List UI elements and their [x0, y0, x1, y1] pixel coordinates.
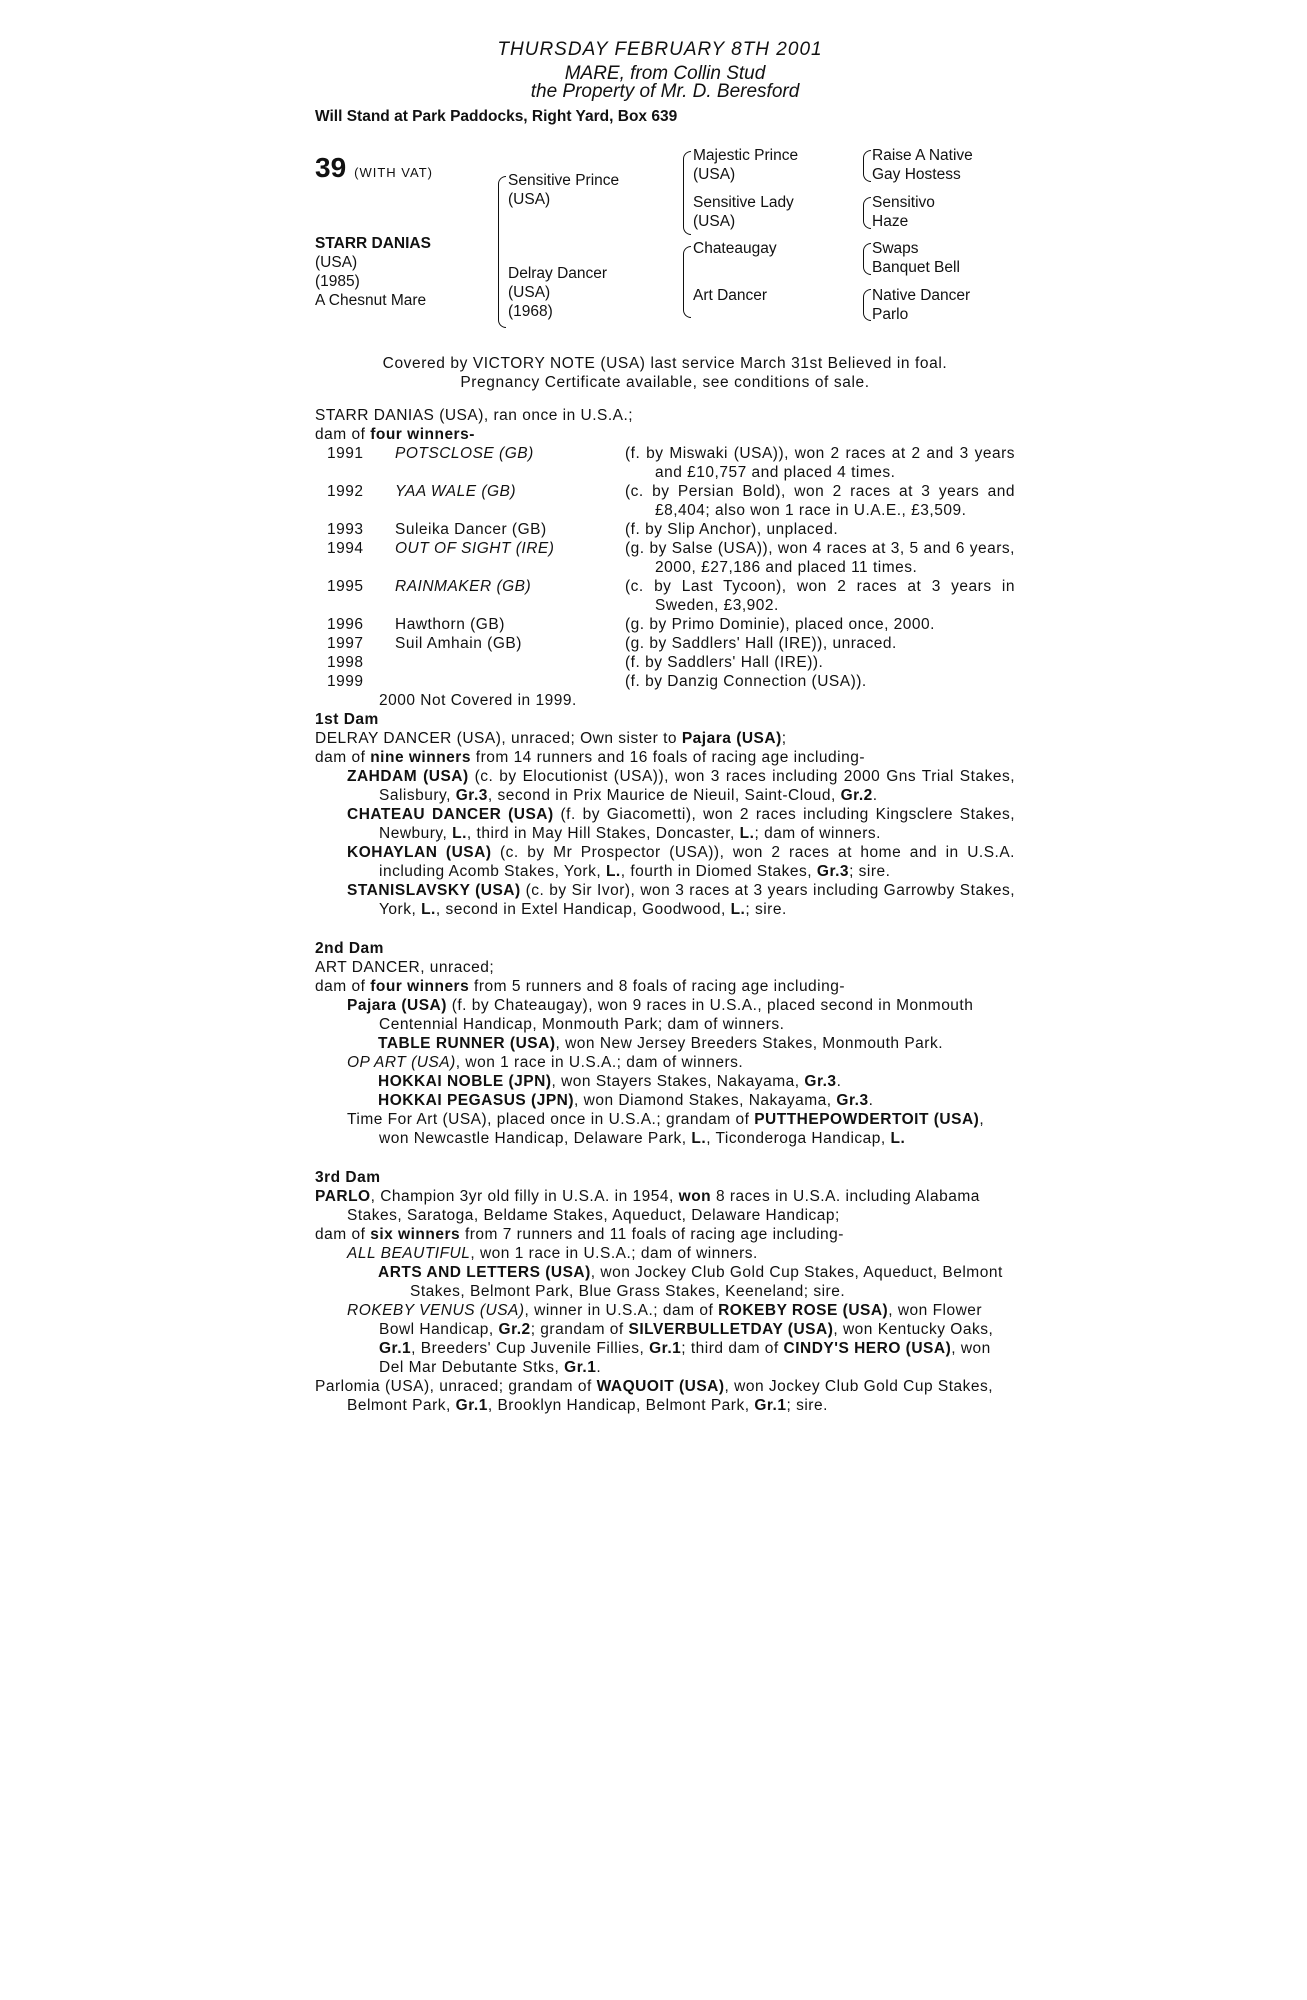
ddd-name: Parlo: [872, 306, 909, 323]
mare-heading: [315, 65, 1015, 101]
race-record: STARR DANIAS (USA), ran once in U.S.A.;: [315, 407, 634, 424]
progeny-detail: (c. by Last Tycoon), won 2 races at 3 years in Sweden, £3,902.: [625, 578, 1015, 614]
entry-pajara: Pajara (USA) (f. by Chateaugay), won 9 races in U.S.A., placed second in Monmouth Centennial Handicap, Monmouth Park; dam of winners.: [347, 997, 974, 1033]
first-dam-line: DELRAY DANCER (USA), unraced; Own sister to Pajara (USA);: [315, 730, 787, 747]
catalogue-page: [315, 40, 1015, 1415]
mare-owner: the Property of Mr. D. Beresford: [530, 81, 800, 102]
dam-country: (USA): [508, 284, 551, 301]
ds-name: Chateaugay: [693, 240, 777, 257]
progeny-table: [315, 444, 1015, 691]
first-dam-heading: 1st Dam: [315, 711, 379, 728]
progeny-year: 1993: [327, 521, 364, 538]
stand-location: Will Stand at Park Paddocks, Right Yard, Box 639: [315, 108, 678, 125]
dds-name: Native Dancer: [872, 287, 971, 304]
pregnancy-line: Pregnancy Certificate available, see conditions of sale.: [460, 374, 870, 391]
progeny-name: YAA WALE (GB): [395, 483, 517, 500]
ss-country: (USA): [693, 166, 736, 183]
progeny-name: [395, 672, 625, 691]
dd-name: Art Dancer: [693, 287, 768, 304]
sdd-name: Haze: [872, 213, 909, 230]
horse-info: [315, 234, 431, 310]
progeny-detail: (c. by Persian Bold), won 2 races at 3 years and £8,404; also won 1 race in U.A.E., £3,509.: [625, 483, 1015, 519]
progeny-detail: (g. by Saddlers' Hall (IRE)), unraced.: [625, 635, 897, 652]
sd-parents: [872, 193, 935, 231]
second-dam-section: [315, 939, 1015, 1148]
progeny-name: Suleika Dancer (GB): [395, 521, 547, 538]
produce-record: [315, 406, 1015, 710]
progeny-detail: (f. by Slip Anchor), unplaced.: [625, 521, 839, 538]
dsd-name: Banquet Bell: [872, 259, 960, 276]
progeny-year: 1991: [327, 445, 364, 462]
ds-parents: [872, 239, 960, 277]
horse-country: (USA): [315, 254, 358, 271]
progeny-detail: (f. by Miswaki (USA)), won 2 races at 2 and 3 years and £10,757 and placed 4 times.: [625, 445, 1015, 481]
brace-gen1: [498, 176, 506, 328]
ssd-name: Gay Hostess: [872, 166, 961, 183]
sds-name: Sensitivo: [872, 194, 935, 211]
progeny-year: 1995: [327, 578, 364, 595]
horse-name: STARR DANIAS: [315, 235, 431, 252]
sire-sire: [693, 146, 798, 184]
sire-name: Sensitive Prince: [508, 172, 620, 189]
ss-parents: [872, 146, 973, 184]
sire-country: (USA): [508, 191, 551, 208]
entry-op-art: OP ART (USA), won 1 race in U.S.A.; dam of winners.: [347, 1054, 744, 1071]
ss-name: Majestic Prince: [693, 147, 799, 164]
covering-gap-note: 2000 Not Covered in 1999.: [379, 692, 577, 709]
mare-source: MARE, from Collin Stud: [564, 63, 766, 84]
dam-sire: [693, 239, 777, 258]
second-dam-heading: 2nd Dam: [315, 940, 384, 957]
brace-dd: [863, 289, 871, 321]
dam-year: (1968): [508, 303, 553, 320]
vat-note: (WITH VAT): [354, 165, 433, 180]
lot-number-block: [315, 152, 433, 183]
progeny-detail: (f. by Saddlers' Hall (IRE)).: [625, 654, 824, 671]
third-dam-heading: 3rd Dam: [315, 1169, 381, 1186]
first-dam-entry: KOHAYLAN (USA) (c. by Mr Prospector (USA)), won 2 races at home and in U.S.A. including Acomb Stakes, York, L., fourth in Diomed Stakes, Gr.3; sire.: [347, 844, 1015, 880]
second-dam-line: ART DANCER, unraced;: [315, 959, 495, 976]
horse-year: (1985): [315, 273, 360, 290]
progeny-name: Hawthorn (GB): [395, 616, 505, 633]
sire: [508, 171, 619, 209]
sss-name: Raise A Native: [872, 147, 973, 164]
entry-arts-and-letters: ARTS AND LETTERS (USA), won Jockey Club Gold Cup Stakes, Aqueduct, Belmont Stakes, Belmont Park, Blue Grass Stakes, Keeneland; sire.: [378, 1264, 1003, 1300]
entry-time-for-art: Time For Art (USA), placed once in U.S.A.; grandam of PUTTHEPOWDERTOIT (USA), won Newcastle Handicap, Delaware Park, L., Ticonderoga Handicap, L.: [347, 1111, 985, 1147]
sd-name: Sensitive Lady: [693, 194, 794, 211]
progeny-name: RAINMAKER (GB): [395, 578, 532, 595]
progeny-detail: (g. by Salse (USA)), won 4 races at 3, 5 and 6 years, 2000, £27,186 and placed 11 times.: [625, 540, 1015, 576]
progeny-year: 1992: [327, 483, 364, 500]
covered-line: Covered by VICTORY NOTE (USA) last service March 31st Believed in foal.: [382, 355, 948, 372]
winners-line: dam of four winners-: [315, 426, 475, 443]
first-dam-entry: CHATEAU DANCER (USA) (f. by Giacometti), won 2 races including Kingsclere Stakes, Newbury, L., third in May Hill Stakes, Doncaster, L.; dam of winners.: [347, 806, 1015, 842]
first-dam-entry: ZAHDAM (USA) (c. by Elocutionist (USA)), won 3 races including 2000 Gns Trial Stakes, Salisbury, Gr.3, second in Prix Maurice de Nieuil, Saint-Cloud, Gr.2.: [347, 768, 1015, 804]
third-dam-winners: dam of six winners from 7 runners and 11 foals of racing age including-: [315, 1226, 844, 1243]
first-dam-entry: STANISLAVSKY (USA) (c. by Sir Ivor), won 3 races at 3 years including Garrowby Stakes, York, L., second in Extel Handicap, Goodwood, L.; sire.: [347, 882, 1016, 918]
brace-sd: [863, 197, 871, 229]
pedigree-table: [315, 146, 1015, 336]
progeny-name: [395, 653, 625, 672]
brace-ds: [863, 243, 871, 275]
sire-dam: [693, 193, 794, 231]
entry-parlomia: Parlomia (USA), unraced; grandam of WAQUOIT (USA), won Jockey Club Gold Cup Stakes, Belmont Park, Gr.1, Brooklyn Handicap, Belmont Park, Gr.1; sire.: [315, 1378, 994, 1414]
entry-rokeby-venus: ROKEBY VENUS (USA), winner in U.S.A.; dam of ROKEBY ROSE (USA), won Flower Bowl Handicap, Gr.2; grandam of SILVERBULLETDAY (USA), won Kentucky Oaks, Gr.1, Breeders' Cup Juvenile Fillies, Gr.1; third dam of CINDY'S HERO (USA), won Del Mar Debutante Stks, Gr.1.: [347, 1302, 994, 1376]
dd-parents: [872, 286, 970, 324]
dam-name: Delray Dancer: [508, 265, 608, 282]
progeny-name: POTSCLOSE (GB): [395, 445, 534, 462]
first-dam-entries: [315, 767, 1015, 919]
progeny-year: 1997: [327, 635, 364, 652]
horse-description: A Chesnut Mare: [315, 292, 427, 309]
progeny-name: Suil Amhain (GB): [395, 635, 522, 652]
second-dam-winners: dam of four winners from 5 runners and 8 foals of racing age including-: [315, 978, 846, 995]
brace-sire: [683, 151, 691, 235]
dam: [508, 264, 607, 321]
entry-hokkai-pegasus: HOKKAI PEGASUS (JPN), won Diamond Stakes, Nakayama, Gr.3.: [378, 1092, 874, 1109]
lot-number: 39: [315, 152, 347, 183]
progeny-detail: (g. by Primo Dominie), placed once, 2000.: [625, 616, 935, 633]
brace-ss: [863, 150, 871, 182]
dss-name: Swaps: [872, 240, 919, 257]
progeny-name: OUT OF SIGHT (IRE): [395, 540, 555, 557]
first-dam-section: [315, 710, 1015, 919]
covering-note: [315, 354, 1015, 392]
parlo-line: PARLO, Champion 3yr old filly in U.S.A. in 1954, won 8 races in U.S.A. including Alabama Stakes, Saratoga, Beldame Stakes, Aqueduct, Delaware Handicap;: [315, 1188, 980, 1224]
progeny-detail: (f. by Danzig Connection (USA)).: [625, 673, 867, 690]
entry-table-runner: TABLE RUNNER (USA), won New Jersey Breeders Stakes, Monmouth Park.: [378, 1035, 944, 1052]
progeny-year: 1998: [327, 654, 364, 671]
sale-date: THURSDAY FEBRUARY 8TH 2001: [497, 39, 823, 60]
sd-country: (USA): [693, 213, 736, 230]
brace-dam: [683, 246, 691, 318]
progeny-year: 1996: [327, 616, 364, 633]
third-dam-section: [315, 1168, 1015, 1415]
progeny-year: 1994: [327, 540, 364, 557]
entry-hokkai-noble: HOKKAI NOBLE (JPN), won Stayers Stakes, Nakayama, Gr.3.: [378, 1073, 842, 1090]
dam-dam: [693, 286, 767, 305]
first-dam-winners: dam of nine winners from 14 runners and 16 foals of racing age including-: [315, 749, 866, 766]
progeny-year: 1999: [327, 673, 364, 690]
entry-all-beautiful: ALL BEAUTIFUL, won 1 race in U.S.A.; dam of winners.: [347, 1245, 758, 1262]
